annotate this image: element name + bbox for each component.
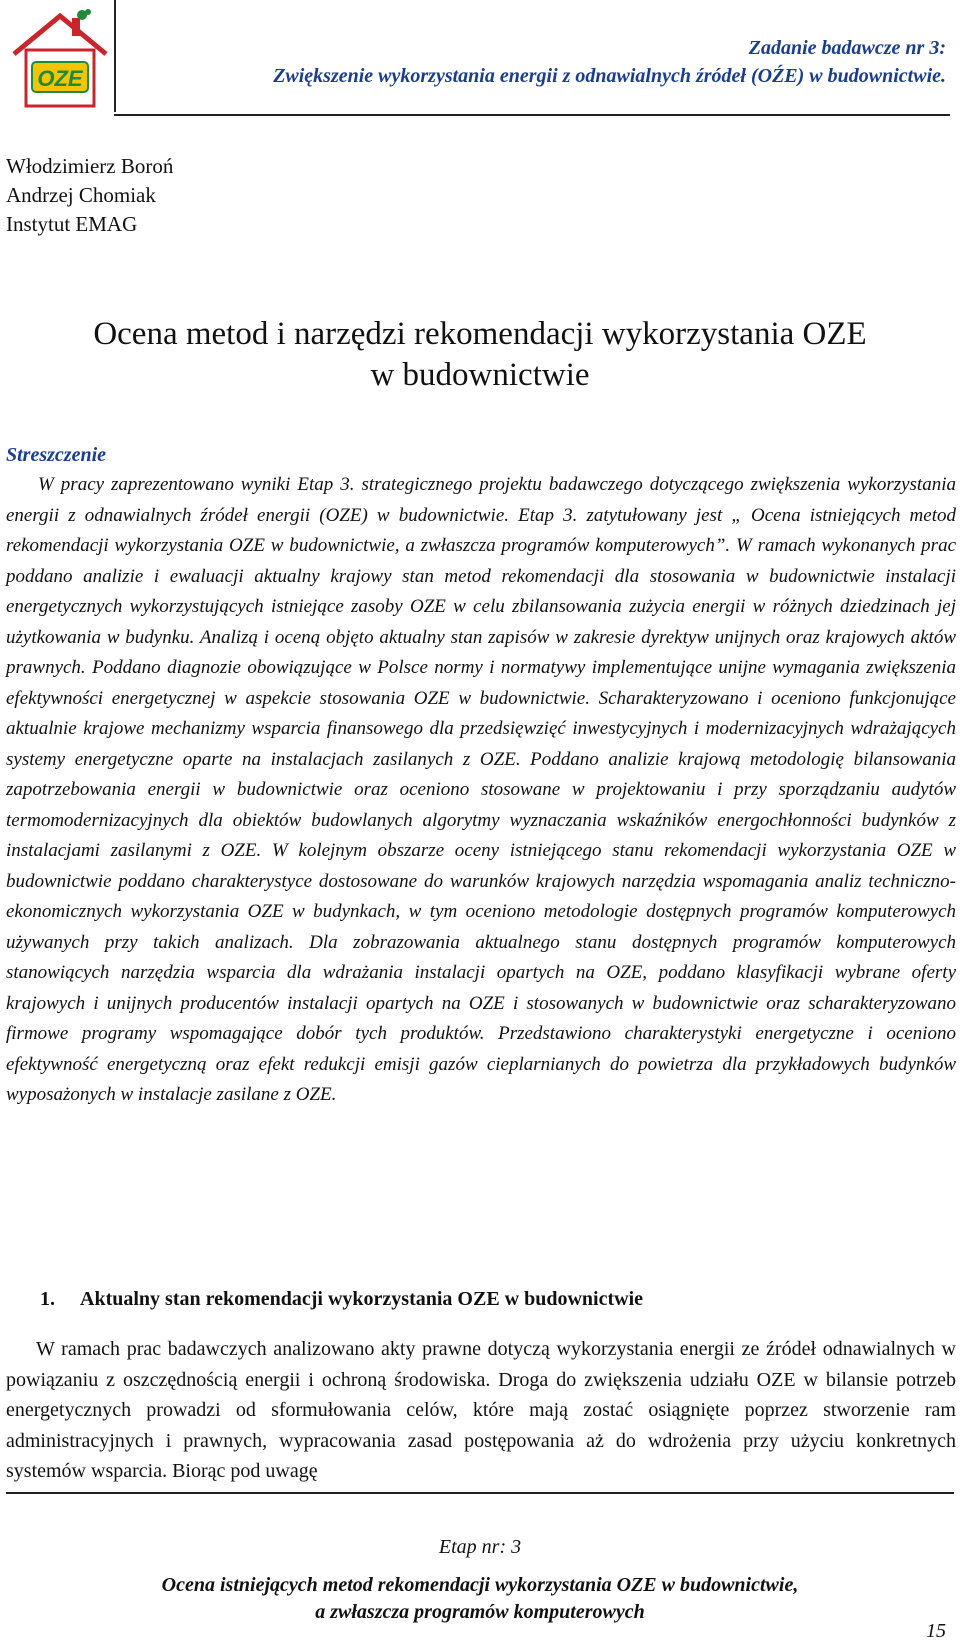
footer-title (0, 1572, 960, 1626)
logo-text: OZE (37, 66, 83, 91)
abstract-heading: Streszczenie (6, 444, 106, 466)
section-title: Aktualny stan rekomendacji wykorzystania OZE w budownictwie (80, 1288, 644, 1310)
author-name: Włodzimierz Boroń (6, 154, 174, 178)
footer-rule (6, 1492, 954, 1494)
author-block (6, 152, 173, 239)
section-paragraph: W ramach prac badawczych analizowano akty prawne dotyczą wykorzystania energii ze źródeł odnawialnych w powiązaniu z oszczędnością energii i ochroną środowiska. Droga do zwiększenia udziału OZE w bilansie potrzeb energetycznych prowadzi od sformułowania celów, które mają zostać osiągnięte poprzez stworzenie ram administracyjnych i prawnych, wypracowania zasad postępowania aż do wdrożenia przy użyciu konkretnych systemów wsparcia. Biorąc pod uwagę (6, 1338, 956, 1482)
footer-stage: Etap nr: 3 (438, 1536, 522, 1558)
author-name: Andrzej Chomiak (6, 183, 156, 207)
paper-title-line-1: Ocena metod i narzędzi rekomendacji wykorzystania OZE (93, 316, 867, 352)
abstract-text: W pracy zaprezentowano wyniki Etap 3. strategicznego projektu badawczego dotyczącego zwiększenia wykorzystania energii z odnawialnych źródeł energii (OZE) w budownictwie. Etap 3. zatytułowany jest „ Ocena istniejących metod rekomendacji wykorzystania OZE w budownictwie, a zwłaszcza programów komputerowych”. W ramach wykonanych prac poddano analizie i ewaluacji aktualny krajowy stan metod rekomendacji dla stosowania w budownictwie instalacji energetycznych wykorzystujących istniejące zasoby OZE w celu zbilansowania zużycia energii w różnych dziedzinach jej użytkowania w budynku. Analizą i oceną objęto aktualny stan zapisów w zakresie dyrektyw unijnych oraz krajowych aktów prawnych. Poddano diagnozie obowiązujące w Polsce normy i normatywy implementujące unijne wymagania zwiększenia efektywności energetycznej w aspekcie stosowania OZE w budownictwie. Scharakteryzowano i oceniono funkcjonujące aktualnie krajowe mechanizmy wsparcia finansowego dla przedsięwzięć inwestycyjnych i modernizacyjnych wdrażających systemy energetyczne oparte na instalacjach zasilanych z OZE. Poddano analizie krajową metodologię bilansowania zapotrzebowania energii w budownictwie oraz oceniono stosowane w projektowaniu i przy sporządzaniu audytów termomodernizacyjnych dla obiektów budowlanych algorytmy wyznaczania wskaźników energochłonności budynków z instalacjami zasilanymi z OZE. W kolejnym obszarze oceny istniejącego stanu rekomendacji wykorzystania OZE w budownictwie poddano charakterystyce dostosowane do warunków krajowych narzędzia wspomagania analiz techniczno-ekonomicznych wykorzystania OZE w budynkach, w tym oceniono metodologie dostępnych programów komputerowych używanych przy takich analizach. Dla zobrazowania aktualnego stanu dostępnych programów komputerowych stanowiących narzędzia wsparcia dla wdrażania instalacji opartych na OZE, poddano klasyfikacji wybrane oferty krajowych i unijnych producentów instalacji opartych na OZE i stosowanych w budownictwie oraz scharakteryzowano firmowe programy wspomagające dobór tych produktów. Przedstawiono charakterystyki energetyczne i oceniono efektywność energetyczną oraz efekt redukcji emisji gazów cieplarnianych do powietrza dla przykładowych budynków wyposażonych w instalacje zasilane z OZE. (6, 474, 956, 1105)
header-title (130, 34, 946, 90)
paper-title (0, 314, 960, 396)
section-heading (40, 1288, 643, 1311)
oze-house-logo (10, 6, 110, 110)
paper-title-line-2: w budownictwie (370, 357, 590, 393)
author-affiliation: Instytut EMAG (6, 212, 138, 236)
footer-title-line-1: Ocena istniejących metod rekomendacji wykorzystania OZE w budownictwie, (161, 1574, 799, 1596)
header-rule (114, 114, 950, 116)
header-divider-vertical (114, 0, 116, 112)
section-number: 1. (40, 1288, 55, 1310)
header-task-title: Zwiększenie wykorzystania energii z odnawialnych źródeł (OŹE) w budownictwie. (273, 65, 946, 87)
page-number: 15 (926, 1620, 946, 1642)
section-body (6, 1334, 956, 1487)
header-task: Zadanie badawcze nr 3: (748, 37, 946, 59)
footer-title-line-2: a zwłaszcza programów komputerowych (315, 1601, 645, 1623)
abstract-body (6, 470, 956, 1111)
